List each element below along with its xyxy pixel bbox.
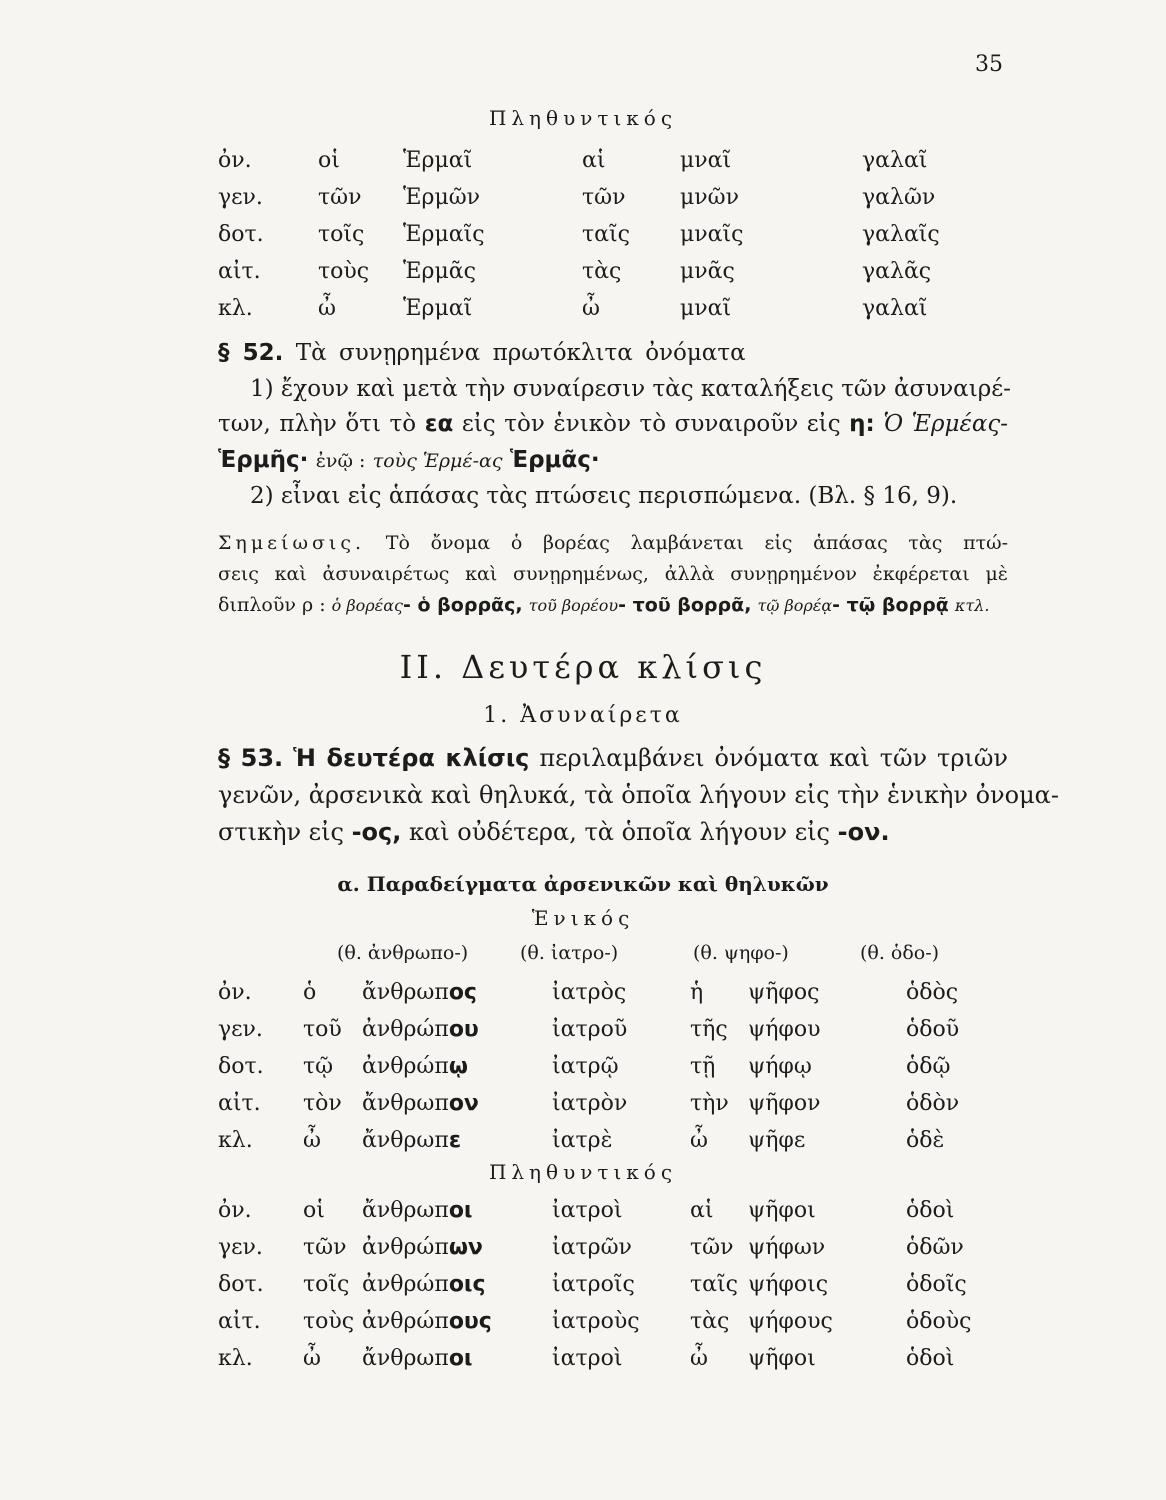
- table-cell: τῶν: [303, 1235, 347, 1260]
- table-cell: μναῖς: [680, 222, 744, 247]
- table-cell: ψῆφοι: [748, 1198, 816, 1223]
- table-cell: τῶν: [318, 185, 362, 210]
- table-cell: ἰατρὸν: [552, 1091, 628, 1116]
- table-cell: ὀν.: [218, 980, 252, 1005]
- word-cell: [362, 1198, 473, 1223]
- note-line-1: [218, 532, 1008, 554]
- table-row: [0, 1272, 1166, 1309]
- table-cell: γαλῶν: [862, 185, 936, 210]
- table-cell: γεν.: [218, 1017, 263, 1042]
- note-line-3: [218, 594, 1008, 616]
- table-cell: ἰατροῦ: [552, 1017, 628, 1042]
- table-cell: τῶν: [690, 1235, 734, 1260]
- table-cell: ὁδὲ: [906, 1128, 945, 1153]
- table-cell: ὦ: [303, 1128, 321, 1153]
- table-row: [0, 1235, 1166, 1272]
- word-stem: ἄνθρωπ: [362, 1346, 449, 1371]
- table-cell: ψῆφος: [748, 980, 820, 1005]
- word-stem: ἀνθρώπ: [362, 1272, 449, 1297]
- table-cell: κλ.: [218, 1346, 253, 1371]
- table-cell: ταῖς: [690, 1272, 738, 1297]
- section-2-title: ΙΙ. Δευτέρα κλίσις: [399, 648, 767, 686]
- word-cell: [362, 1054, 468, 1079]
- table-cell: ἰατροὺς: [552, 1309, 640, 1334]
- table-cell: μναῖ: [680, 148, 732, 173]
- s53-line-2: γενῶν, ἀρσενικὰ καὶ θηλυκά, τὰ ὁποῖα λήγουν εἰς τὴν ἑνικὴν ὀνομα-: [218, 781, 1059, 809]
- table-cell: γαλᾶς: [862, 259, 932, 284]
- word-stem: ἄνθρωπ: [362, 1198, 449, 1223]
- table-cell: ψῆφοι: [748, 1346, 816, 1371]
- examples-heading: α. Παραδείγματα ἀρσενικῶν καὶ θηλυκῶν: [337, 872, 829, 896]
- table-row: [0, 222, 1166, 259]
- table-cell: ὦ: [303, 1346, 321, 1371]
- word-stem: ἄνθρωπ: [362, 980, 449, 1005]
- table-cell: ἰατρὸς: [552, 980, 627, 1005]
- s52-line-1: 1) ἔχουν καὶ μετὰ τὴν συναίρεσιν τὰς καταλήξεις τῶν ἀσυναιρέ-: [250, 376, 1011, 402]
- table-cell: τῇ: [690, 1054, 716, 1079]
- s53-line-1: [218, 744, 1008, 772]
- word-stem: ἀνθρώπ: [362, 1309, 449, 1334]
- table-cell: ὦ: [690, 1128, 708, 1153]
- section-number: § 52.: [218, 340, 284, 366]
- text: στικὴν εἰς: [218, 818, 344, 846]
- italic-example: κτλ.: [954, 596, 990, 615]
- table-cell: τὰς: [690, 1309, 730, 1334]
- italic-example: τοὺς Ἑρμέ-ας: [372, 450, 503, 472]
- table-cell: ὦ: [318, 296, 336, 321]
- s52-line-2: [218, 411, 1008, 437]
- table-cell: τοῦ: [303, 1017, 342, 1042]
- table-cell: ἰατροὶ: [552, 1198, 623, 1223]
- s52-line-4: 2) εἶναι εἰς ἁπάσας τὰς πτώσεις περισπώμενα. (Βλ. § 16, 9).: [250, 483, 958, 509]
- table-cell: ταῖς: [582, 222, 630, 247]
- italic-example: τοῦ βορέου: [528, 596, 619, 615]
- bold-ending: ους: [448, 1309, 492, 1334]
- singular-declension-table: [0, 980, 1166, 1165]
- table-row: [0, 1198, 1166, 1235]
- table-cell: Ἑρμαῖς: [403, 222, 485, 247]
- table-cell: ψήφῳ: [748, 1054, 812, 1079]
- stems-row: [0, 942, 1166, 979]
- table-cell: οἱ: [303, 1198, 325, 1223]
- bold-term: Ἡ δευτέρα κλίσις: [293, 744, 530, 772]
- table-cell: ὀν.: [218, 148, 252, 173]
- stem-label: (θ. ἰατρο-): [520, 942, 619, 964]
- table-cell: ὦ: [582, 296, 600, 321]
- table-row: [0, 1346, 1166, 1383]
- note-line-2: σεις καὶ ἀσυναιρέτως καὶ συνῃρημένως, ἀλλὰ συνῃρημένον ἐκφέρεται μὲ: [218, 563, 1008, 585]
- plural-heading-2: Πληθυντικός: [488, 1160, 678, 1184]
- word-stem: ἄνθρωπ: [362, 1091, 449, 1116]
- table-row: [0, 1309, 1166, 1346]
- plural-heading-1: Πληθυντικός: [488, 106, 678, 130]
- s52-line-3: [218, 447, 1008, 473]
- table-cell: ἡ: [690, 980, 704, 1005]
- table-cell: μναῖ: [680, 296, 732, 321]
- table-cell: αἰτ.: [218, 1091, 261, 1116]
- table-cell: ψήφους: [748, 1309, 833, 1334]
- table-cell: ὁδῷ: [906, 1054, 951, 1079]
- word-cell: [362, 1346, 473, 1371]
- italic-example: ὁ βορέας: [331, 596, 404, 615]
- table-row: [0, 148, 1166, 185]
- word-stem: ἀνθρώπ: [362, 1235, 449, 1260]
- table-row: [0, 185, 1166, 222]
- word-cell: [362, 1272, 486, 1297]
- text: καὶ οὐδέτερα, τὰ ὁποῖα λήγουν εἰς: [409, 818, 830, 846]
- bold-example: - τῷ βορρᾷ: [832, 594, 949, 616]
- word-cell: [362, 1235, 483, 1260]
- table-cell: τοὺς: [318, 259, 370, 284]
- table-cell: γαλαῖς: [862, 222, 940, 247]
- table-cell: ἰατρῶν: [552, 1235, 632, 1260]
- bold-ending: ῳ: [448, 1054, 468, 1079]
- table-cell: μνᾶς: [680, 259, 735, 284]
- table-cell: ὁδοῦ: [906, 1017, 960, 1042]
- table-cell: τοῖς: [303, 1272, 350, 1297]
- table-cell: ὁδοὶ: [906, 1198, 955, 1223]
- table-cell: δοτ.: [218, 1054, 264, 1079]
- singular-heading: Ἑνικός: [531, 906, 635, 930]
- word-cell: [362, 1309, 492, 1334]
- text: Τὸ ὄνομα ὁ βορέας λαμβάνεται εἰς ἁπάσας τὰς πτώ-: [385, 532, 1008, 554]
- bold-example: Ἑρμῆς·: [218, 447, 309, 473]
- table-cell: δοτ.: [218, 222, 264, 247]
- bold-ending: οι: [448, 1346, 473, 1371]
- table-row: [0, 1091, 1166, 1128]
- bold-ending: ων: [448, 1235, 483, 1260]
- table-cell: αἱ: [582, 148, 606, 173]
- table-cell: ἰατρὲ: [552, 1128, 613, 1153]
- table-cell: ὁδῶν: [906, 1235, 964, 1260]
- table-cell: κλ.: [218, 1128, 253, 1153]
- bold-ending: ου: [448, 1017, 479, 1042]
- table-cell: τῷ: [303, 1054, 334, 1079]
- table-cell: ἰατρῷ: [552, 1054, 619, 1079]
- table-cell: Ἑρμῶν: [403, 185, 481, 210]
- table-cell: τὴν: [690, 1091, 729, 1116]
- bold-ending: -ον.: [837, 818, 890, 846]
- section-52-title: [218, 340, 1008, 366]
- stem-label: (θ. ὁδο-): [860, 942, 940, 964]
- table-cell: Ἑρμαῖ: [403, 148, 473, 173]
- table-cell: Ἑρμᾶς: [403, 259, 476, 284]
- note-label: Σημείωσις.: [218, 532, 366, 554]
- word-stem: ἄνθρωπ: [362, 1128, 449, 1153]
- table-cell: τῆς: [690, 1017, 728, 1042]
- table-cell: ἰατροῖς: [552, 1272, 635, 1297]
- table-cell: τὸν: [303, 1091, 342, 1116]
- table-cell: τοῖς: [318, 222, 365, 247]
- text: των, πλὴν ὅτι τὸ: [218, 411, 417, 437]
- table-cell: τοὺς: [303, 1309, 355, 1334]
- table-cell: μνῶν: [680, 185, 739, 210]
- table-cell: ἰατροὶ: [552, 1346, 623, 1371]
- bold-ending: ε: [448, 1128, 462, 1153]
- table-cell: γαλαῖ: [862, 296, 928, 321]
- table-cell: ὁδὸς: [906, 980, 959, 1005]
- word-cell: [362, 1128, 461, 1153]
- table-row: [0, 296, 1166, 333]
- s53-line-3: [218, 818, 1008, 846]
- bold-example: Ἑρμᾶς·: [509, 447, 600, 473]
- table-cell: Ἑρμαῖ: [403, 296, 473, 321]
- table-cell: αἰτ.: [218, 259, 261, 284]
- table-cell: ὁδὸν: [906, 1091, 960, 1116]
- word-stem: ἀνθρώπ: [362, 1017, 449, 1042]
- stem-label: (θ. ψηφο-): [693, 942, 789, 964]
- table-cell: τῶν: [582, 185, 626, 210]
- italic-example: Ὁ Ἑρμέας-: [883, 411, 1009, 437]
- section-2-subtitle: 1. Ἀσυναίρετα: [483, 703, 683, 728]
- word-cell: [362, 1091, 479, 1116]
- table-cell: ὁδοὺς: [906, 1309, 972, 1334]
- table-cell: γεν.: [218, 185, 263, 210]
- table-cell: ὁ: [303, 980, 317, 1005]
- section-number: § 53.: [218, 744, 284, 772]
- table-cell: αἰτ.: [218, 1309, 261, 1334]
- table-cell: γαλαῖ: [862, 148, 928, 173]
- table-cell: γεν.: [218, 1235, 263, 1260]
- text: περιλαμβάνει ὀνόματα καὶ τῶν τριῶν: [539, 744, 1008, 772]
- table-cell: τὰς: [582, 259, 622, 284]
- table-cell: ψήφου: [748, 1017, 821, 1042]
- table-row: [0, 259, 1166, 296]
- bold-ending: ος: [448, 980, 477, 1005]
- table-cell: ὀν.: [218, 1198, 252, 1223]
- table-cell: δοτ.: [218, 1272, 264, 1297]
- table-row: [0, 1054, 1166, 1091]
- bold-ending: -ος,: [351, 818, 402, 846]
- italic-example: τῷ βορέᾳ: [757, 596, 833, 615]
- plural-declension-table-2: [0, 1198, 1166, 1383]
- table-row: [0, 980, 1166, 1017]
- text: εἰς τὸν ἑνικὸν τὸ συναιροῦν εἰς: [461, 411, 841, 437]
- table-cell: ὁδοὶ: [906, 1346, 955, 1371]
- table-cell: ὁδοῖς: [906, 1272, 967, 1297]
- bold-example: - ὁ βορρᾶς,: [403, 594, 523, 616]
- table-cell: ψῆφον: [748, 1091, 821, 1116]
- table-cell: οἱ: [318, 148, 340, 173]
- table-row: [0, 1017, 1166, 1054]
- word-stem: ἀνθρώπ: [362, 1054, 449, 1079]
- bold-ending: οι: [448, 1198, 473, 1223]
- table-cell: ψῆφε: [748, 1128, 806, 1153]
- bold-example: - τοῦ βορρᾶ,: [618, 594, 752, 616]
- page-number: 35: [975, 52, 1003, 77]
- stem-label: (θ. ἀνθρωπο-): [337, 942, 469, 964]
- word-cell: [362, 1017, 479, 1042]
- table-cell: αἱ: [690, 1198, 714, 1223]
- table-cell: κλ.: [218, 296, 253, 321]
- text: διπλοῦν ρ :: [218, 594, 326, 616]
- plural-declension-table-1: [0, 148, 1166, 333]
- section-title: Τὰ συνῃρημένα πρωτόκλιτα ὀνόματα: [295, 340, 746, 366]
- table-cell: ψήφοις: [748, 1272, 829, 1297]
- bold-ending: οις: [448, 1272, 486, 1297]
- bold-ending: εα: [424, 411, 454, 437]
- table-cell: ὦ: [690, 1346, 708, 1371]
- bold-ending: η:: [849, 411, 875, 437]
- text: ἐνῷ :: [315, 450, 366, 472]
- table-cell: ψήφων: [748, 1235, 826, 1260]
- word-cell: [362, 980, 477, 1005]
- bold-ending: ον: [448, 1091, 479, 1116]
